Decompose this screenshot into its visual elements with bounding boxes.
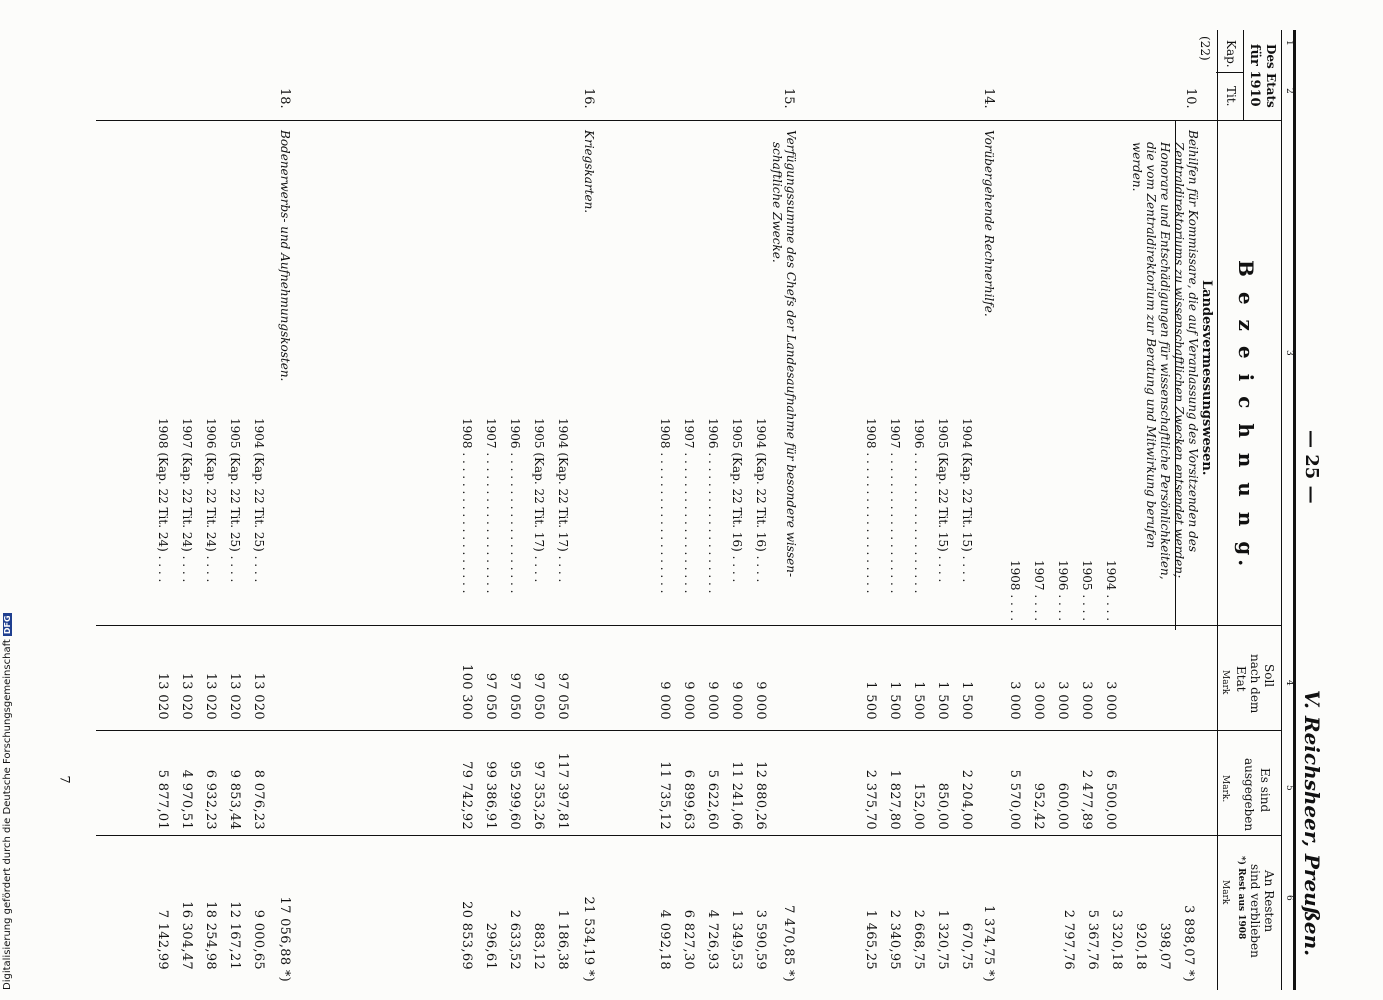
year-row-label: 1906 (Kap. 22 Tit. 24) . . . .	[204, 418, 218, 583]
soll-unit: Mark	[1220, 670, 1230, 695]
year-row-label: 1908 . . . . . . . . . . . . . . . . . . .	[658, 418, 672, 594]
year-row-label: 1908 (Kap. 22 Tit. 24) . . . .	[156, 418, 170, 583]
ausgegeben-header-1: Es sind	[1258, 768, 1272, 813]
rest-value: 296,61	[483, 922, 498, 970]
ausgegeben-value: 95 299,60	[507, 761, 522, 830]
entry-text-line: werden.	[1130, 142, 1144, 192]
colnum-5: 5	[1284, 785, 1294, 791]
rest-value: 4 092,18	[657, 909, 672, 970]
ausgegeben-value: 5 622,60	[705, 769, 720, 830]
soll-value: 1 500	[887, 681, 902, 720]
soll-value: 1 500	[911, 681, 926, 720]
rest-1908: 7 470,85 *)	[781, 905, 796, 982]
rest-value: 1 349,53	[729, 909, 744, 970]
rest-1908: 17 056,88 *)	[277, 896, 292, 982]
rest-value: 12 167,21	[227, 901, 242, 970]
page-number: — 25 —	[1301, 430, 1322, 504]
reste-unit: Mark	[1220, 880, 1230, 905]
soll-value: 3 000	[1055, 681, 1070, 720]
rest-value: 6 827,30	[681, 909, 696, 970]
soll-header-3: Etat	[1234, 666, 1248, 692]
soll-value: 13 020	[251, 672, 266, 720]
reste-note: *) Rest aus 1908	[1236, 856, 1246, 940]
entry-kap: 15.	[781, 88, 796, 109]
rest-value: 2 668,75	[911, 909, 926, 970]
entry-text-line: Honorare und Entschädigungen für wissenschaftliche Persönlichkeiten,	[1158, 142, 1172, 580]
entry-kap: 14.	[981, 88, 996, 109]
dfg-logo: DFG	[3, 615, 12, 635]
soll-header-1: Soll	[1262, 664, 1276, 688]
section-title: V. Reichsheer, Preußen.	[1300, 690, 1324, 957]
year-row-label: 1905 . . . .	[1080, 560, 1094, 622]
ausgegeben-value: 11 735,12	[657, 761, 672, 830]
rest-value: 20 853,69	[459, 901, 474, 970]
ausgegeben-value: 99 386,91	[483, 761, 498, 830]
rest-value: 4 726,93	[705, 909, 720, 970]
soll-value: 97 050	[531, 672, 546, 720]
rest-value: 9 000,65	[251, 909, 266, 970]
soll-value: 97 050	[555, 672, 570, 720]
rest-value: 2 797,76	[1061, 909, 1076, 970]
soll-value: 9 000	[705, 681, 720, 720]
colnum-3: 3	[1284, 350, 1294, 356]
rest-value: 1 320,75	[935, 909, 950, 970]
soll-value: 13 020	[179, 672, 194, 720]
entry-text-line: die vom Zentraldirektorium zur Beratung und Mitwirkung berufen	[1144, 142, 1158, 549]
ausgegeben-value: 8 076,23	[251, 769, 266, 830]
soll-value: 3 000	[1031, 681, 1046, 720]
year-row-label: 1906 . . . . . . . . . . . . . . . . . . .	[706, 418, 720, 594]
soll-value: 1 500	[959, 681, 974, 720]
rest-value: 920,18	[1133, 922, 1148, 970]
ausgegeben-value: 152,00	[911, 782, 926, 830]
soll-value: 9 000	[753, 681, 768, 720]
ausgegeben-value: 4 970,51	[179, 769, 194, 830]
ausgegeben-value: 117 397,81	[555, 752, 570, 830]
rest-1908: 3 898,07 *)	[1181, 905, 1196, 982]
soll-value: 3 000	[1007, 681, 1022, 720]
year-row-label: 1904 (Kap. 22 Tit. 16) . . . .	[754, 418, 768, 583]
rest-value: 3 590,59	[753, 909, 768, 970]
rest-value: 16 304,47	[179, 901, 194, 970]
signature-mark: 7	[56, 775, 72, 784]
year-row-label: 1908 . . . . . . . . . . . . . . . . . . .	[864, 418, 878, 594]
entry-text-line: schaftliche Zwecke.	[770, 142, 784, 263]
bezeichnung-header: B e z e i c h n u n g.	[1234, 260, 1258, 571]
year-row-label: 1907 . . . . . . . . . . . . . . . . . . .	[484, 418, 498, 594]
ausgegeben-value: 6 500,00	[1103, 769, 1118, 830]
soll-value: 9 000	[657, 681, 672, 720]
year-row-label: 1907 . . . . . . . . . . . . . . . . . . .	[888, 418, 902, 594]
ausgegeben-value: 97 353,26	[531, 761, 546, 830]
soll-value: 1 500	[935, 681, 950, 720]
kap-header: Kap.	[1224, 40, 1238, 68]
rest-value: 18 254,98	[203, 901, 218, 970]
ausgegeben-value: 6 932,23	[203, 769, 218, 830]
year-row-label: 1905 (Kap. 22 Tit. 16) . . . .	[730, 418, 744, 583]
year-row-label: 1904 (Kap. 22 Tit. 17) . . . .	[556, 418, 570, 583]
entry-kap: 18.	[277, 88, 292, 109]
ausgegeben-value: 5 877,01	[155, 769, 170, 830]
rest-value: 5 367,76	[1085, 909, 1100, 970]
soll-header-2: nach dem	[1248, 654, 1262, 714]
fuer-1910: für 1910	[1247, 44, 1262, 107]
year-row-label: 1904 . . . .	[1104, 560, 1118, 622]
year-row-label: 1906 . . . . . . . . . . . . . . . . . . .	[508, 418, 522, 594]
entry-text-line: Verfügungssumme des Chefs der Landesaufnahme für besondere wissen-	[784, 130, 798, 578]
soll-value: 3 000	[1103, 681, 1118, 720]
soll-value: 97 050	[483, 672, 498, 720]
digitization-credit	[0, 0, 18, 1000]
rest-value: 670,75	[959, 922, 974, 970]
ausgegeben-value: 2 477,89	[1079, 769, 1094, 830]
rest-value: 7 142,99	[155, 909, 170, 970]
colnum-6: 6	[1284, 895, 1294, 901]
des-etats: Des Etats	[1264, 44, 1278, 108]
soll-value: 97 050	[507, 672, 522, 720]
rest-value: 1 186,38	[555, 909, 570, 970]
year-row-label: 1904 (Kap. 22 Tit. 15) . . . .	[960, 418, 974, 583]
soll-value: 13 020	[155, 672, 170, 720]
entry-text-line: Zentraldirektoriums zu wissenschaftlichen Zwecken entsendet werden;	[1172, 142, 1186, 579]
entry-text-line: Kriegskarten.	[582, 130, 596, 214]
soll-value: 3 000	[1079, 681, 1094, 720]
year-row-label: 1906 . . . .	[1056, 560, 1070, 622]
reste-header-1: An Resten	[1262, 870, 1276, 933]
year-row-label: 1905 (Kap. 22 Tit. 15) . . . .	[936, 418, 950, 583]
entry-kap: 10.	[1183, 88, 1198, 109]
soll-value: 9 000	[729, 681, 744, 720]
ausgegeben-value: 2 204,00	[959, 769, 974, 830]
soll-value: 1 500	[863, 681, 878, 720]
rest-value: 883,12	[531, 922, 546, 970]
ausgegeben-value: 12 880,26	[753, 761, 768, 830]
ausgegeben-value: 850,00	[935, 782, 950, 830]
entry-text-line: Bodenerwerbs- und Aufnehmungskosten.	[278, 130, 292, 382]
ausgegeben-unit: Mark.	[1220, 775, 1230, 803]
entry-kap: 16.	[581, 88, 596, 109]
ausgegeben-value: 952,42	[1031, 782, 1046, 830]
rest-value: 398,07	[1157, 922, 1172, 970]
credit-text: Digitalisierung gefördert durch die Deutsche Forschungsgemeinschaft	[2, 639, 13, 990]
table-sheet	[76, 30, 1324, 990]
ausgegeben-header-2: ausgegeben	[1242, 758, 1256, 832]
rest-value: 2 340,95	[887, 909, 902, 970]
soll-value: 100 300	[459, 664, 474, 720]
side-marker: (22)	[1198, 36, 1212, 61]
colnum-2: 2	[1284, 88, 1294, 94]
year-row-label: 1908 . . . .	[1008, 560, 1022, 622]
entry-text-line: Beihilfen für Kommissare, die auf Veranlassung des Vorsitzenden des	[1186, 130, 1200, 553]
rest-value: 1 465,25	[863, 909, 878, 970]
year-row-label: 1907 . . . .	[1032, 560, 1046, 622]
soll-value: 9 000	[681, 681, 696, 720]
year-row-label: 1904 (Kap. 22 Tit. 25) . . . .	[252, 418, 266, 583]
soll-value: 13 020	[203, 672, 218, 720]
section-heading: Landesvermessungswesen.	[1199, 280, 1214, 476]
ausgegeben-value: 9 853,44	[227, 769, 242, 830]
entry-text-line: Vorübergehende Rechnerhilfe.	[982, 130, 996, 317]
ausgegeben-value: 11 241,06	[729, 761, 744, 830]
soll-value: 13 020	[227, 672, 242, 720]
year-row-label: 1906 . . . . . . . . . . . . . . . . . . .	[912, 418, 926, 594]
ausgegeben-value: 2 375,70	[863, 769, 878, 830]
colnum-4: 4	[1284, 680, 1294, 686]
ausgegeben-value: 1 827,80	[887, 769, 902, 830]
tit-header: Tit.	[1224, 86, 1238, 107]
ausgegeben-value: 79 742,92	[459, 761, 474, 830]
rest-value: 2 633,52	[507, 909, 522, 970]
ausgegeben-value: 6 899,63	[681, 769, 696, 830]
year-row-label: 1907 . . . . . . . . . . . . . . . . . . .	[682, 418, 696, 594]
rest-value: 3 320,18	[1109, 909, 1124, 970]
year-row-label: 1908 . . . . . . . . . . . . . . . . . . .	[460, 418, 474, 594]
ausgegeben-value: 600,00	[1055, 782, 1070, 830]
ausgegeben-value: 5 570,00	[1007, 769, 1022, 830]
year-row-label: 1905 (Kap. 22 Tit. 17) . . . .	[532, 418, 546, 583]
rest-1908: 21 534,19 *)	[581, 896, 596, 982]
year-row-label: 1907 (Kap. 22 Tit. 24) . . . .	[180, 418, 194, 583]
year-row-label: 1905 (Kap. 22 Tit. 25) . . . .	[228, 418, 242, 583]
reste-header-2: sind verblieben	[1248, 864, 1262, 958]
colnum-1: 1	[1284, 40, 1294, 46]
rest-1908: 1 374,75 *)	[981, 905, 996, 982]
